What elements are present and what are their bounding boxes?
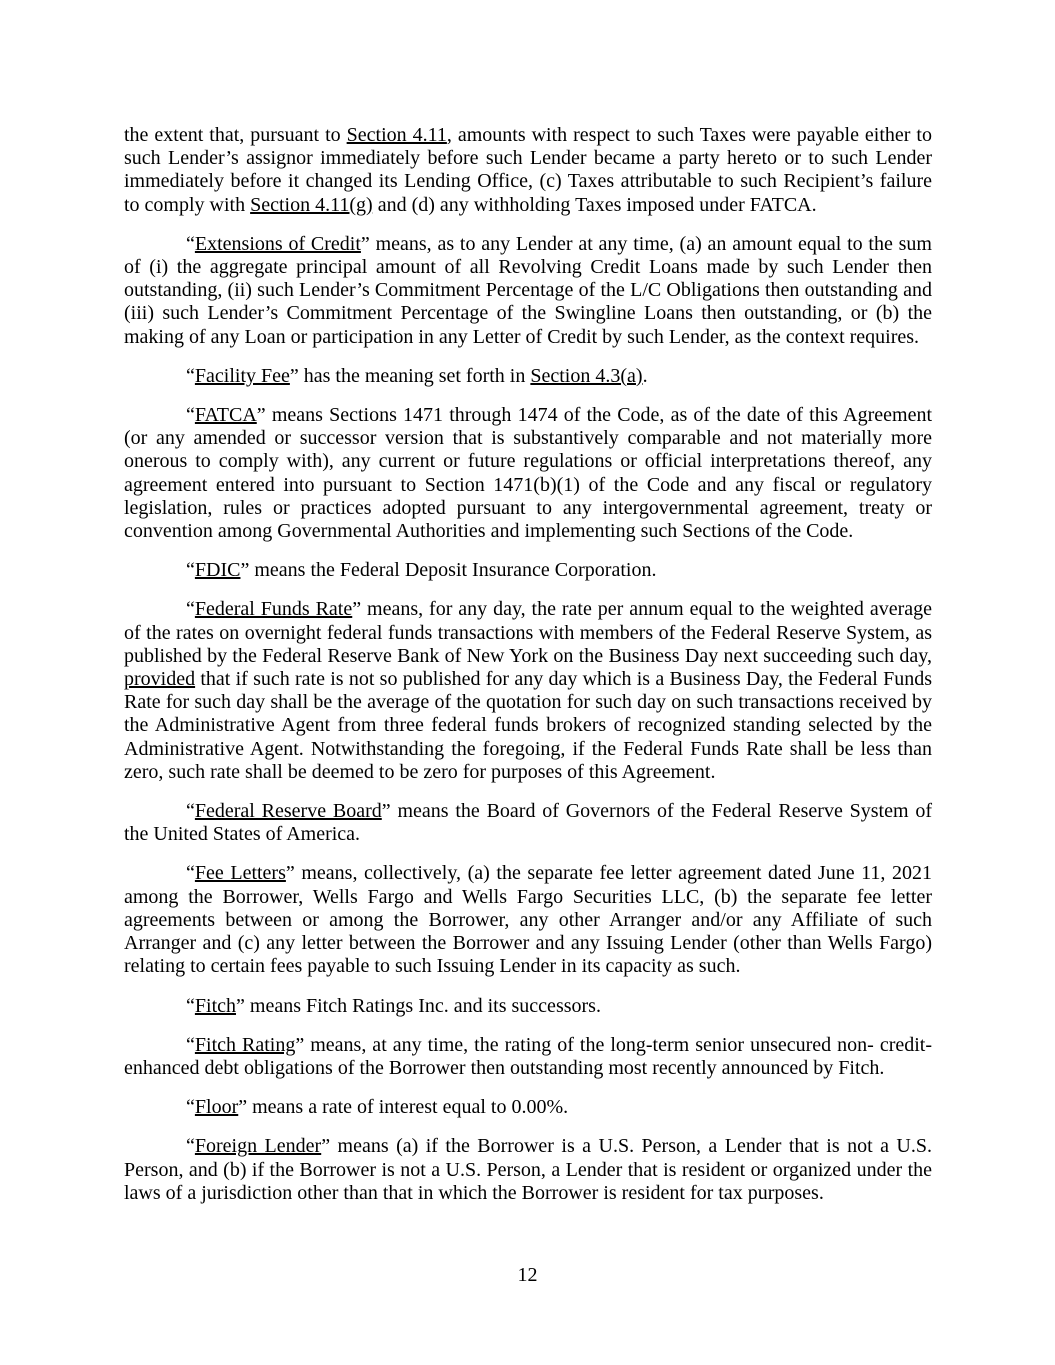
paragraph: [124, 598, 932, 784]
defined-term: Federal Funds Rate: [194, 598, 353, 621]
defined-term: Fitch: [194, 994, 237, 1017]
paragraph-text: .: [642, 364, 648, 387]
paragraph: [124, 404, 932, 543]
paragraph-text: ” means the Federal Deposit Insurance Corporation.: [240, 559, 657, 582]
paragraph-text: “: [186, 404, 195, 427]
paragraph-text: “: [186, 994, 195, 1017]
paragraph-text: ” means, for any day, the rate per annum equal to the weighted average of the rates on overnight federal funds transactions with members of the Federal Reserve System, as published by the Federal Reserve Bank of New York on the Business Day next succeeding such day,: [124, 598, 932, 667]
paragraph-text: “: [186, 1135, 195, 1158]
defined-term: provided: [124, 668, 196, 691]
paragraph-text: “: [186, 598, 195, 621]
defined-term: Fee Letters: [194, 862, 286, 885]
paragraph: [124, 1096, 932, 1119]
paragraph: [124, 1034, 932, 1080]
defined-term: Floor: [194, 1096, 239, 1119]
paragraph-text: ” means (a) if the Borrower is a U.S. Person, a Lender that is not a U.S. Person, and (b) if the Borrower is not a U.S. Person, a Lender that is resident or organized under the laws of a jurisdiction other than that in which the Borrower is resident for tax purposes.: [124, 1135, 932, 1204]
paragraph-text: ” means the Board of Governors of the Federal Reserve System of the United States of America.: [124, 800, 932, 846]
paragraph-text: that if such rate is not so published for any day which is a Business Day, the Federal Funds Rate for such day shall be the average of the quotation for such day on such transactions received by the Administrative Agent from three federal funds brokers of recognized standing selected by the Administrative Agent. Notwithstanding the foregoing, if the Federal Funds Rate shall be less than zero, such rate shall be deemed to be zero for purposes of this Agreement.: [124, 668, 932, 783]
defined-term: FDIC: [194, 559, 241, 582]
paragraph: [124, 800, 932, 846]
paragraph: [124, 365, 932, 388]
defined-term: Section 4.11: [346, 124, 447, 146]
paragraph: [124, 862, 932, 978]
defined-term: Section 4.3(a): [530, 364, 643, 387]
defined-term: Federal Reserve Board: [194, 800, 382, 823]
defined-term: Extensions of Credit: [194, 232, 361, 255]
paragraph: [124, 233, 932, 349]
paragraph: [124, 995, 932, 1018]
paragraph-text: the extent that, pursuant to: [124, 124, 347, 146]
defined-term: FATCA: [194, 404, 257, 427]
page-number: 12: [517, 1264, 538, 1286]
paragraph-text: and (d) any withholding Taxes imposed under FATCA.: [372, 193, 817, 216]
paragraph-text: “: [186, 364, 195, 387]
paragraph-text: ” has the meaning set forth in: [289, 364, 531, 387]
defined-term: Foreign Lender: [194, 1135, 322, 1158]
defined-term: Section 4.11(g): [250, 193, 373, 216]
defined-term: Facility Fee: [194, 364, 290, 387]
paragraph-text: “: [186, 1096, 195, 1119]
paragraph-text: “: [186, 800, 195, 823]
paragraph-text: , amounts with respect to such Taxes were payable either to such Lender’s assignor immediately before such Lender became a party hereto or to such Lender immediately before it changed its Lending Office, (c) Taxes attributable to such Recipient’s failure to comply with: [124, 124, 932, 216]
paragraph: [124, 559, 932, 582]
paragraph-text: ” means, collectively, (a) the separate fee letter agreement dated June 11, 2021 among the Borrower, Wells Fargo and Wells Fargo Securities LLC, (b) the separate fee letter agreements between or among the Borrower, any other Arranger and/or any Affiliate of such Arranger and (c) any letter between the Borrower and any Issuing Lender (other than Wells Fargo) relating to certain fees payable to such Issuing Lender in its capacity as such.: [124, 862, 933, 978]
document-body: [124, 124, 932, 1221]
paragraph-text: “: [186, 862, 195, 885]
paragraph: [124, 124, 932, 217]
paragraph-text: “: [186, 232, 195, 255]
paragraph-text: ” means a rate of interest equal to 0.00%.: [238, 1096, 569, 1119]
paragraph-text: ” means, as to any Lender at any time, (a) an amount equal to the sum of (i) the aggregate principal amount of all Revolving Credit Loans made by such Lender then outstanding, (ii) such Lender’s Commitment Percentage of the L/C Obligations then outstanding and (iii) such Lender’s Commitment Percentage of the Swingline Loans then outstanding, or (b) the making of any Loan or participation in any Letter of Credit by such Lender, as the context requires.: [124, 232, 932, 348]
paragraph-text: “: [186, 1033, 195, 1056]
paragraph-text: ” means Sections 1471 through 1474 of the Code, as of the date of this Agreement (or any amended or successor version that is substantively comparable and not materially more onerous to comply with), any current or future regulations or official interpretations thereof, any agreement entered into pursuant to Section 1471(b)(1) of the Code and any fiscal or regulatory legislation, rules or practices adopted pursuant to any intergovernmental agreement, treaty or convention among Governmental Authorities and implementing such Sections of the Code.: [124, 404, 932, 543]
paragraph: [124, 1135, 932, 1205]
paragraph-text: “: [186, 559, 195, 582]
paragraph-text: ” means, at any time, the rating of the long-term senior unsecured non- credit-enhanced debt obligations of the Borrower then outstanding most recently announced by Fitch.: [124, 1033, 933, 1079]
paragraph-text: ” means Fitch Ratings Inc. and its successors.: [236, 994, 601, 1017]
defined-term: Fitch Rating: [194, 1033, 296, 1056]
